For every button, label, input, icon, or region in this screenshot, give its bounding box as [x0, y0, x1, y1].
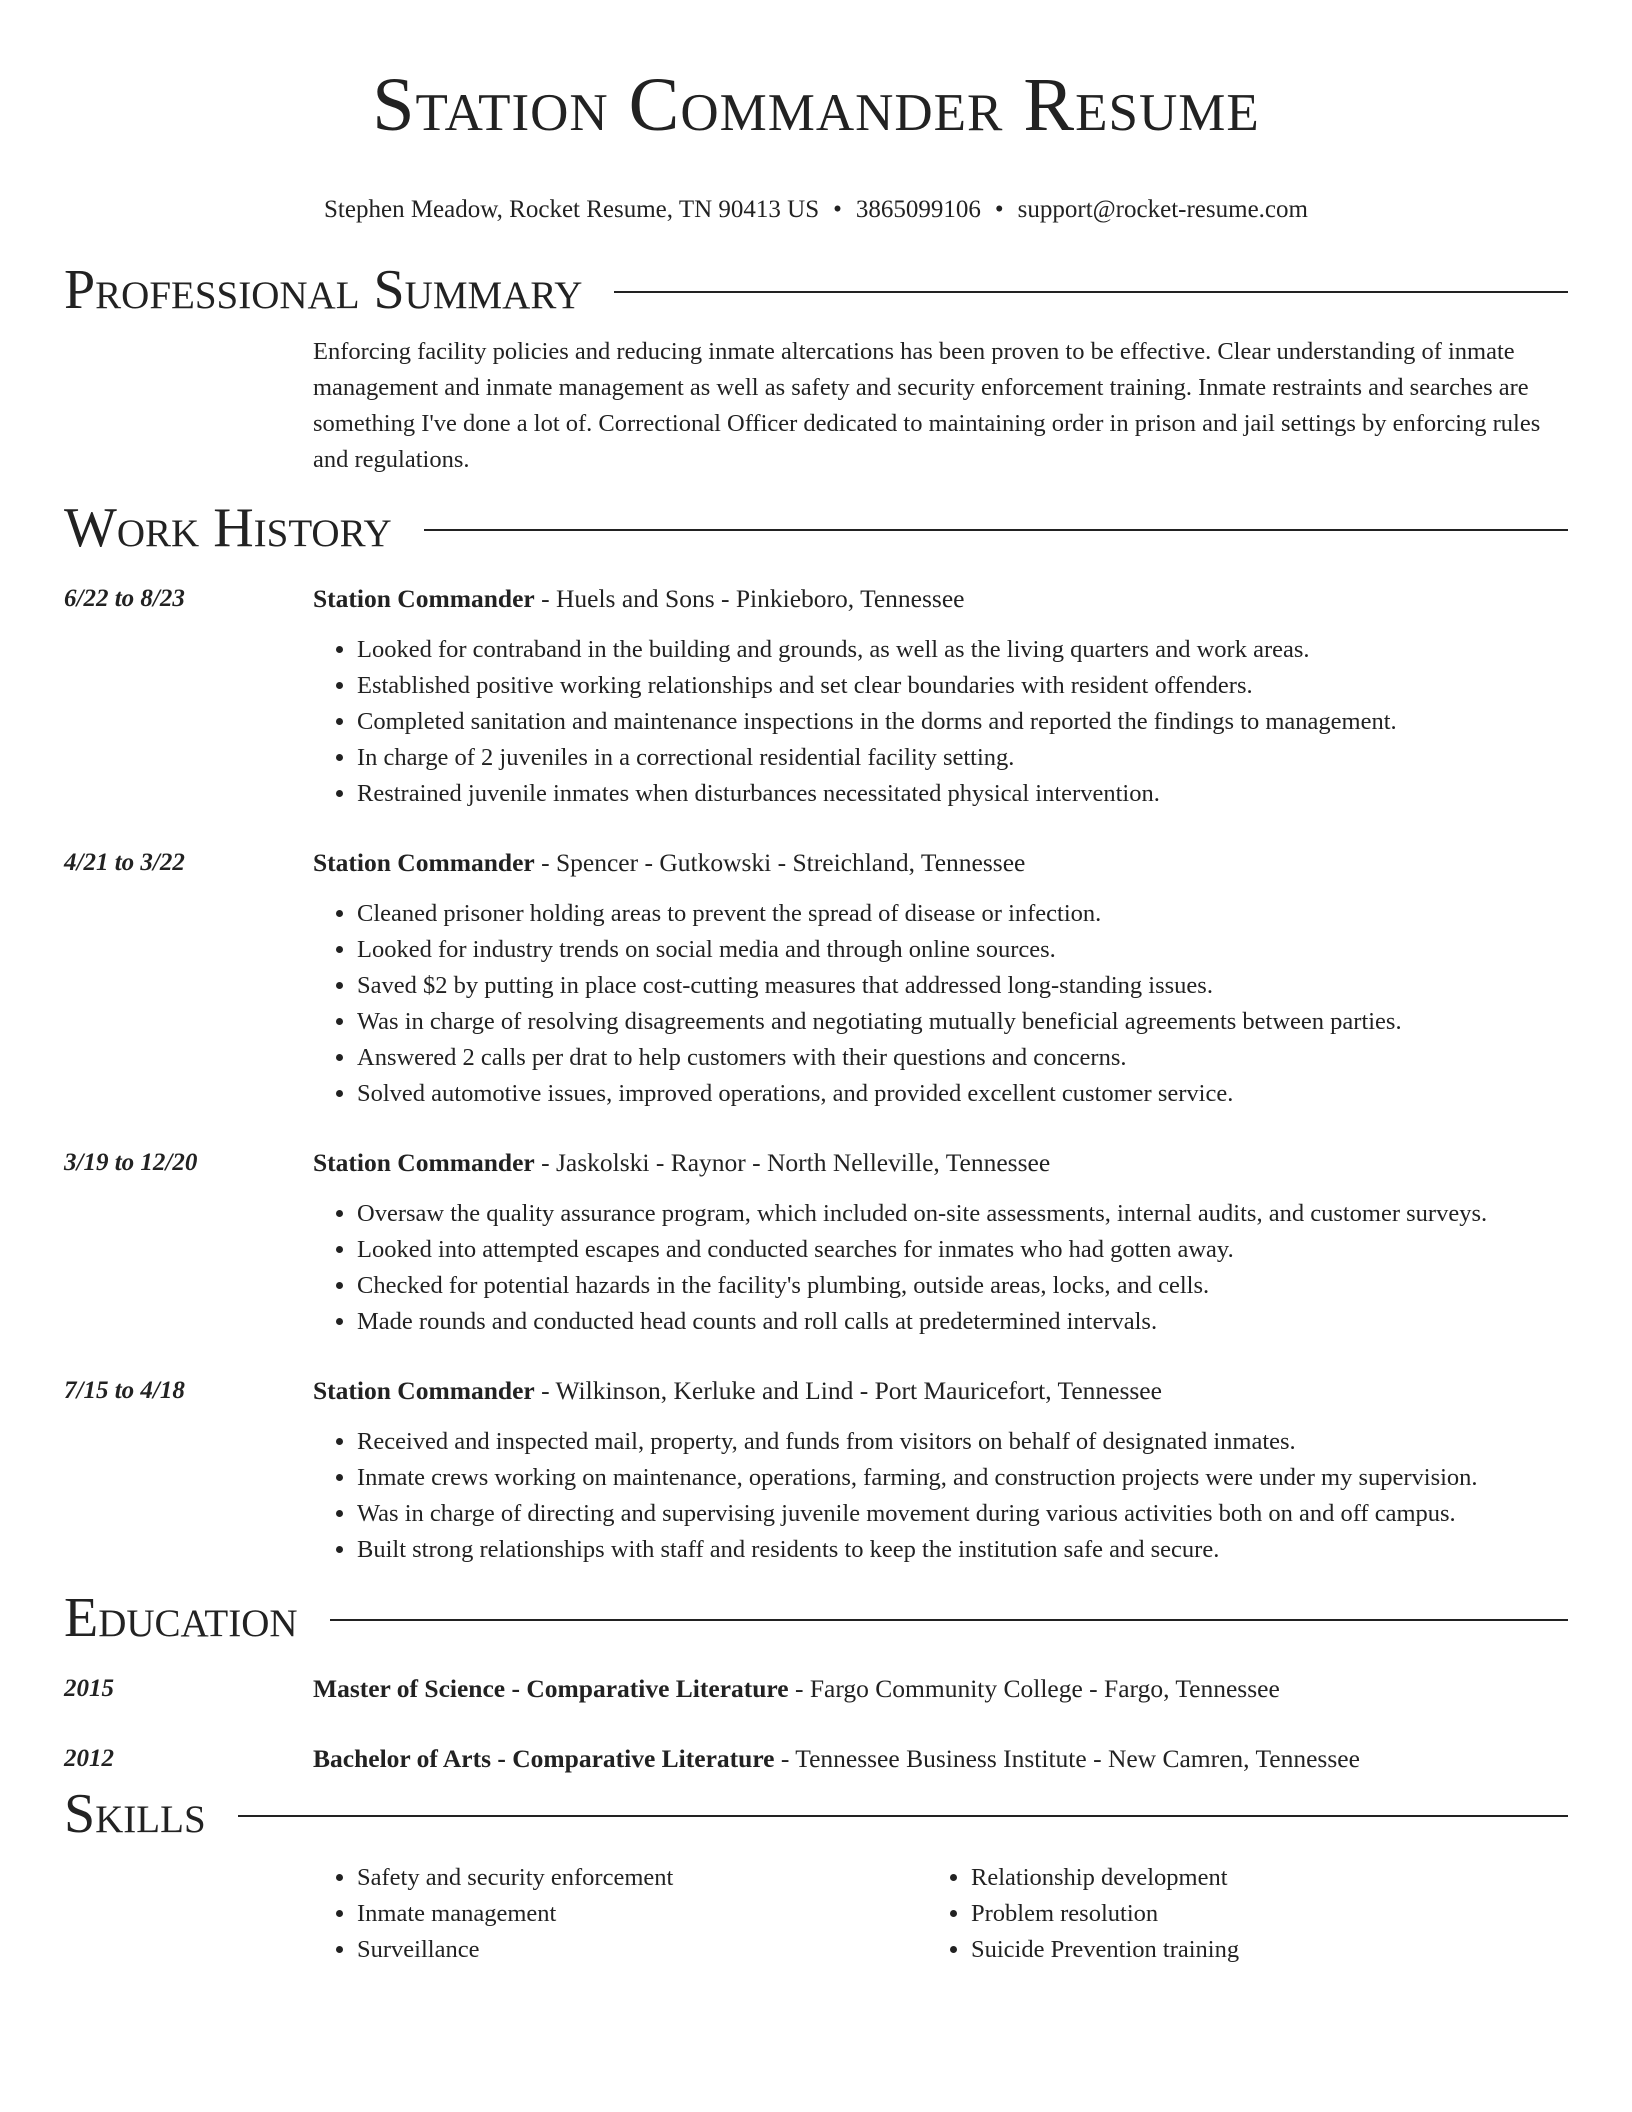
contact-separator: • — [833, 196, 842, 223]
education-school-location: - Tennessee Business Institute - New Camren, Tennessee — [774, 1744, 1360, 1773]
skills-columns — [313, 1860, 1568, 1968]
job-duties — [313, 1196, 1568, 1340]
duty-item: • Saved $2 by putting in place cost-cutting measures that addressed long-standing issues. — [357, 968, 1568, 1004]
duty-item: • Looked for industry trends on social media and through online sources. — [357, 932, 1568, 968]
job-title: Station Commander — [313, 848, 535, 877]
duty-item: • Completed sanitation and maintenance inspections in the dorms and reported the findings to management. — [357, 704, 1568, 740]
contact-email: support@rocket-resume.com — [1017, 196, 1308, 223]
job-duties — [313, 632, 1568, 812]
section-header-education — [64, 1586, 1568, 1650]
skills-list-left — [313, 1860, 927, 1968]
job-dates: 3/19 to 12/20 — [64, 1149, 198, 1176]
skill-item: • Surveillance — [357, 1932, 927, 1968]
duty-item: • Solved automotive issues, improved operations, and provided excellent customer service. — [357, 1076, 1568, 1112]
job-heading — [313, 1146, 1568, 1180]
section-title-work: Work History — [64, 497, 392, 559]
job-dates: 7/15 to 4/18 — [64, 1377, 185, 1404]
job-employer-location: - Jaskolski - Raynor - North Nelleville, Tennessee — [534, 1148, 1051, 1177]
contact-line — [64, 194, 1568, 226]
job-employer-location: - Wilkinson, Kerluke and Lind - Port Mauricefort, Tennessee — [534, 1376, 1162, 1405]
education-year: 2012 — [64, 1745, 114, 1772]
job-dates: 4/21 to 3/22 — [64, 849, 185, 876]
education-degree: Bachelor of Arts - Comparative Literature — [313, 1744, 775, 1773]
job-employer-location: - Huels and Sons - Pinkieboro, Tennessee — [534, 584, 965, 613]
job-body — [313, 1146, 1568, 1340]
education-list — [64, 1672, 1568, 1776]
job-dates: 6/22 to 8/23 — [64, 585, 185, 612]
section-header-summary — [64, 258, 1568, 322]
contact-separator: • — [994, 196, 1004, 223]
job-heading — [313, 582, 1568, 616]
section-header-skills — [64, 1782, 1568, 1846]
duty-item: • Oversaw the quality assurance program, which included on-site assessments, internal audits, and customer surveys. — [357, 1196, 1568, 1232]
duty-item: • In charge of 2 juveniles in a correctional residential facility setting. — [357, 740, 1568, 776]
job-title: Station Commander — [313, 584, 535, 613]
job-duties — [313, 896, 1568, 1112]
skills-list-right — [927, 1860, 1541, 1968]
duty-item: • Established positive working relationships and set clear boundaries with resident offenders. — [357, 668, 1568, 704]
duty-item: • Was in charge of resolving disagreements and negotiating mutually beneficial agreements between parties. — [357, 1004, 1568, 1040]
duty-item: • Inmate crews working on maintenance, operations, farming, and construction projects were under my supervision. — [357, 1460, 1568, 1496]
skill-item: • Safety and security enforcement — [357, 1860, 927, 1896]
duty-item: • Checked for potential hazards in the facility's plumbing, outside areas, locks, and cells. — [357, 1268, 1568, 1304]
skill-item: • Inmate management — [357, 1896, 927, 1932]
job-entry — [64, 1374, 1568, 1568]
section-title-skills: Skills — [64, 1783, 206, 1845]
job-body — [313, 846, 1568, 1112]
education-year: 2015 — [64, 1675, 114, 1702]
section-divider — [424, 529, 1568, 531]
summary-text: Enforcing facility policies and reducing inmate altercations has been proven to be effective. Clear understanding of inmate management and inmate management as well as safety and security enforcement training. Inmate restraints and searches are something I've done a lot of. Correctional Officer dedicated to maintaining order in prison and jail settings by enforcing rules and regulations. — [313, 338, 1541, 473]
job-title: Station Commander — [313, 1148, 535, 1177]
skill-item: • Relationship development — [971, 1860, 1541, 1896]
section-header-work — [64, 496, 1568, 560]
education-degree: Master of Science - Comparative Literature — [313, 1674, 789, 1703]
education-body — [313, 1742, 1568, 1776]
job-entry — [64, 846, 1568, 1112]
education-heading — [313, 1672, 1568, 1706]
job-heading — [313, 846, 1568, 880]
contact-phone: 3865099106 — [855, 196, 981, 223]
section-title-summary: Professional Summary — [64, 259, 583, 321]
duty-item: • Looked for contraband in the building and grounds, as well as the living quarters and work areas. — [357, 632, 1568, 668]
duty-item: • Restrained juvenile inmates when disturbances necessitated physical intervention. — [357, 776, 1568, 812]
job-entry — [64, 582, 1568, 812]
education-entry — [64, 1742, 1568, 1776]
skill-item: • Suicide Prevention training — [971, 1932, 1541, 1968]
duty-item: • Was in charge of directing and supervising juvenile movement during various activities both on and off campus. — [357, 1496, 1568, 1532]
job-body — [313, 1374, 1568, 1568]
section-divider — [330, 1619, 1568, 1621]
work-history-list — [64, 582, 1568, 1568]
section-divider — [238, 1815, 1568, 1817]
skill-item: • Problem resolution — [971, 1896, 1541, 1932]
contact-address: Stephen Meadow, Rocket Resume, TN 90413 US — [324, 196, 820, 223]
job-entry — [64, 1146, 1568, 1340]
section-divider — [614, 291, 1568, 293]
job-employer-location: - Spencer - Gutkowski - Streichland, Tennessee — [534, 848, 1026, 877]
page-title: Station Commander Resume — [372, 63, 1260, 147]
duty-item: • Answered 2 calls per drat to help customers with their questions and concerns. — [357, 1040, 1568, 1076]
duty-item: • Looked into attempted escapes and conducted searches for inmates who had gotten away. — [357, 1232, 1568, 1268]
duty-item: • Made rounds and conducted head counts and roll calls at predetermined intervals. — [357, 1304, 1568, 1340]
section-title-education: Education — [64, 1587, 298, 1649]
education-heading — [313, 1742, 1568, 1776]
duty-item: • Cleaned prisoner holding areas to prevent the spread of disease or infection. — [357, 896, 1568, 932]
education-body — [313, 1672, 1568, 1706]
job-duties — [313, 1424, 1568, 1568]
job-body — [313, 582, 1568, 812]
job-title: Station Commander — [313, 1376, 535, 1405]
duty-item: • Received and inspected mail, property, and funds from visitors on behalf of designated inmates. — [357, 1424, 1568, 1460]
duty-item: • Built strong relationships with staff and residents to keep the institution safe and secure. — [357, 1532, 1568, 1568]
job-heading — [313, 1374, 1568, 1408]
education-school-location: - Fargo Community College - Fargo, Tennessee — [788, 1674, 1280, 1703]
education-entry — [64, 1672, 1568, 1706]
